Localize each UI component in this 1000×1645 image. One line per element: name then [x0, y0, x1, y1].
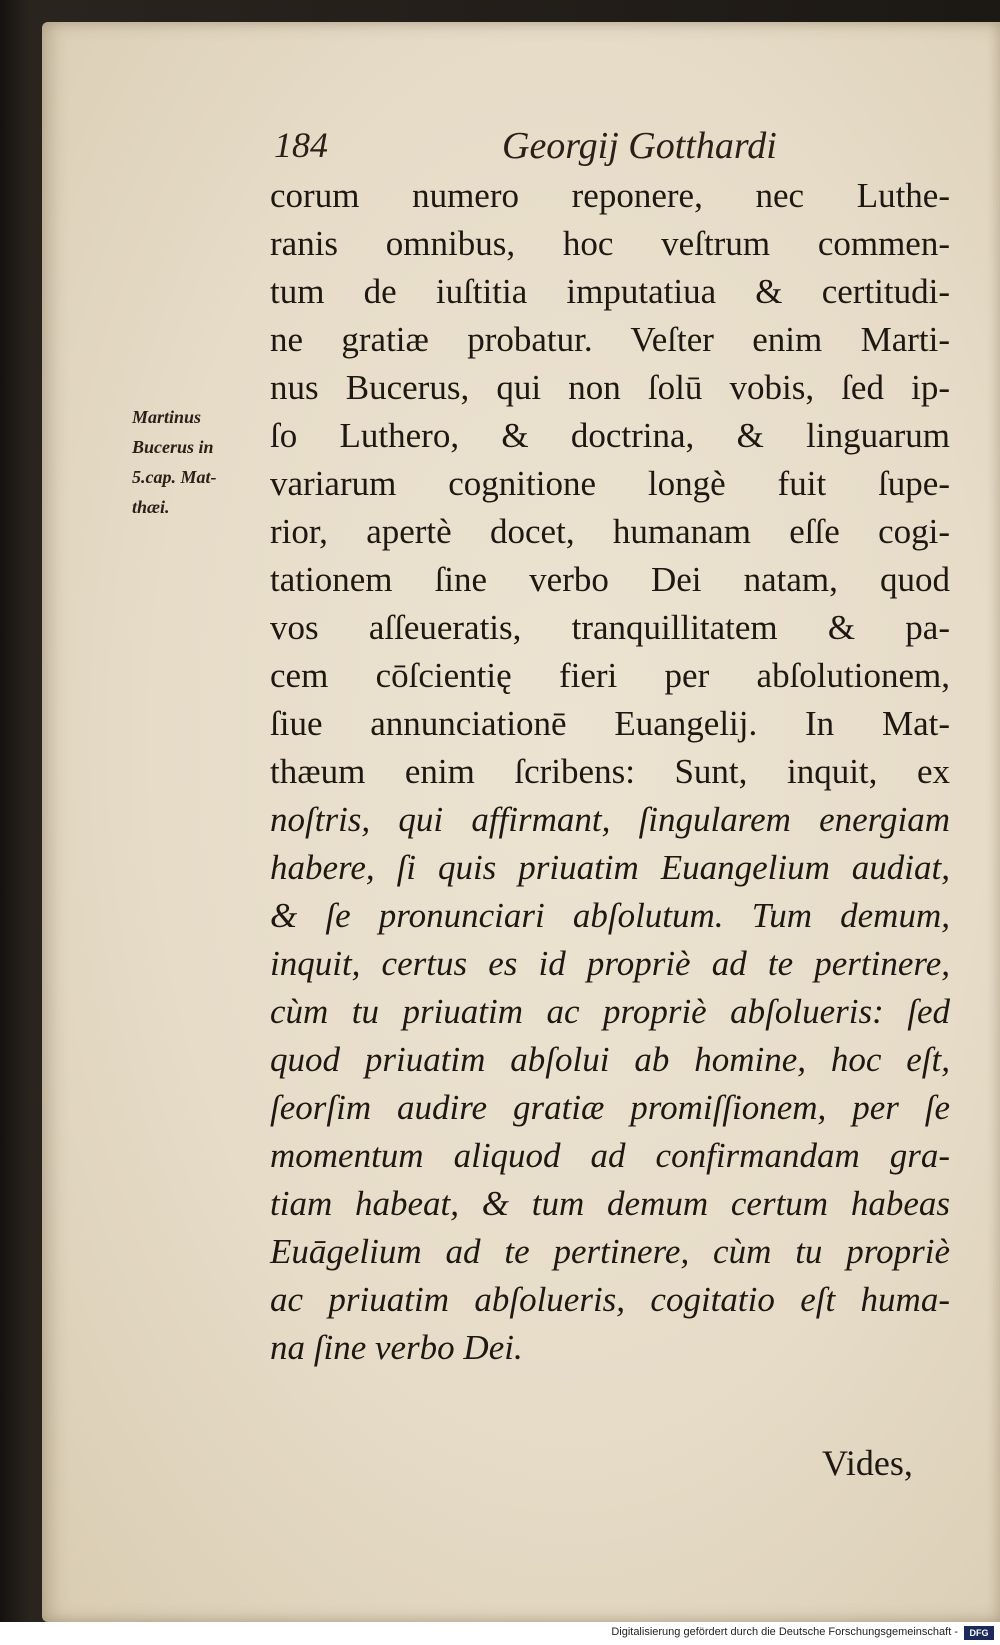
- text-line: cem cōſcientię fieri per abſolutionem,: [270, 656, 950, 695]
- running-head: Georgij Gotthardi: [502, 125, 777, 167]
- text-line-italic: inquit, certus es id propriè ad te pertinere,: [270, 944, 950, 983]
- digitization-footer: [0, 1622, 1000, 1645]
- dfg-logo-icon: DFG: [964, 1626, 994, 1640]
- page-number: 184: [274, 125, 328, 165]
- text-line: corum numero reponere, nec Luthe-: [270, 176, 950, 215]
- text-line: variarum cognitione longè fuit ſupe-: [270, 464, 950, 503]
- text-line: thæum enim ſcribens: Sunt, inquit, ex: [270, 752, 950, 791]
- text-line: rior, apertè docet, humanam eſſe cogi-: [270, 512, 950, 551]
- text-line: ranis omnibus, hoc veſtrum commen-: [270, 224, 950, 263]
- footer-credit: Digitalisierung gefördert durch die Deutsche Forschungsgemeinschaft -: [611, 1626, 958, 1638]
- text-line: ne gratiæ probatur. Veſter enim Marti-: [270, 320, 950, 359]
- text-line: tationem ſine verbo Dei natam, quod: [270, 560, 950, 599]
- catchword: Vides,: [822, 1443, 913, 1483]
- margin-note-line: thæi.: [132, 497, 170, 517]
- text-line-italic: & ſe pronunciari abſolutum. Tum demum,: [270, 896, 950, 935]
- text-line: vos aſſeueratis, tranquillitatem & pa-: [270, 608, 950, 647]
- text-line-italic: ac priuatim abſolueris, cogitatio eſt huma-: [270, 1280, 950, 1319]
- text-line-italic: noſtris, qui affirmant, ſingularem energiam: [270, 800, 950, 839]
- book-page: [42, 22, 1000, 1622]
- text-line-italic: Euāgelium ad te pertinere, cùm tu propriè: [270, 1232, 950, 1271]
- text-line-italic: quod priuatim abſolui ab homine, hoc eſt,: [270, 1040, 950, 1079]
- margin-note-line: 5.cap. Mat-: [132, 467, 217, 487]
- text-line-italic: momentum aliquod ad confirmandam gra-: [270, 1136, 950, 1175]
- margin-note-line: Martinus: [132, 407, 202, 427]
- text-line: nus Bucerus, qui non ſolū vobis, ſed ip-: [270, 368, 950, 407]
- page-header: [42, 124, 1000, 174]
- text-line: tum de iuſtitia imputatiua & certitudi-: [270, 272, 950, 311]
- text-line-italic: ſeorſim audire gratiæ promiſſionem, per ſe: [270, 1088, 950, 1127]
- text-line-italic: tiam habeat, & tum demum certum habeas: [270, 1184, 950, 1223]
- body-text: [270, 172, 950, 1372]
- margin-note-line: Bucerus in: [132, 437, 214, 457]
- text-line-italic: na ſine verbo Dei.: [270, 1328, 523, 1367]
- text-line: ſiue annunciationē Euangelij. In Mat-: [270, 704, 950, 743]
- text-line-italic: habere, ſi quis priuatim Euangelium audiat,: [270, 848, 950, 887]
- text-line: ſo Luthero, & doctrina, & linguarum: [270, 416, 950, 455]
- text-line-italic: cùm tu priuatim ac propriè abſolueris: ſed: [270, 992, 950, 1031]
